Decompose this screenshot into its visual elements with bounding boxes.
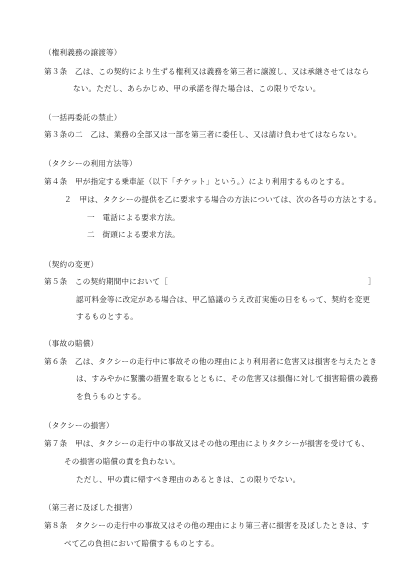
article-7-line-3: ただし、甲の責に帰すべき理由のあるときは、この限りでない。: [76, 475, 301, 484]
article-4-line-1: 第４条 甲が指定する乗車証（以下「チケット」という。）により利用するものとする。: [44, 177, 350, 186]
article-5-heading: （契約の変更）: [44, 260, 99, 269]
article-3-line-2: ない。ただし、あらかじめ、甲の承諾を得た場合は、この限りでない。: [73, 84, 321, 93]
article-6-heading: （事故の賠償）: [44, 339, 99, 348]
article-5-line-3: するものとする。: [76, 312, 138, 321]
article-4-item-2: 二 街頭による要求方法。: [87, 230, 180, 239]
article-8-line-2: べて乙の負担において賠償するものとする。: [64, 539, 219, 548]
article-3-2-line-1: 第３条の二 乙は、業務の全部又は一部を第三者に委任し、又は請け負わせてはならない。: [44, 130, 362, 139]
article-6-line-3: を負うものとする。: [76, 392, 146, 401]
article-8-heading: （第三者に及ぼした損害）: [44, 503, 137, 512]
article-4-paragraph-2: ２ 甲は、タクシーの提供を乙に要求する場合の方法については、次の各号の方法とする。: [64, 195, 382, 204]
article-4-heading: （タクシーの利用方法等）: [44, 159, 137, 168]
article-5-line-2: 認可料金等に改定がある場合は、甲乙協議のうえ改訂実施の日をもって、契約を変更: [76, 295, 371, 304]
article-5-bracket-close: ］: [368, 277, 376, 286]
article-5-line-1: 第５条 この契約期間中において［: [44, 277, 168, 286]
article-3-heading: （権利義務の譲渡等）: [44, 48, 122, 57]
article-7-line-1: 第７条 甲は、タクシーの走行中の事故又はその他の理由によりタクシーが損害を受けても、: [44, 439, 370, 448]
article-8-line-1: 第８条 タクシーの走行中の事故又はその他の理由により第三者に損害を及ぼしたときは、す: [44, 521, 370, 530]
article-3-line-1: 第３条 乙は、この契約により生ずる権利又は義務を第三者に譲渡し、又は承継させてはなら: [44, 67, 370, 76]
article-7-line-2: その損害の賠償の責を負わない。: [64, 457, 181, 466]
article-3-2-heading: （一括再委託の禁止）: [44, 113, 122, 122]
article-6-line-1: 第６条 乙は、タクシーの走行中に事故その他の理由により利用者に危害又は損害を与えたとき: [44, 357, 377, 366]
article-4-item-1: 一 電話による要求方法。: [87, 213, 180, 222]
article-6-line-2: は、すみやかに緊騰の措置を取るとともに、その危害又は損傷に対して損害賠償の義務: [76, 374, 379, 383]
article-7-heading: （タクシーの損害）: [44, 421, 114, 430]
